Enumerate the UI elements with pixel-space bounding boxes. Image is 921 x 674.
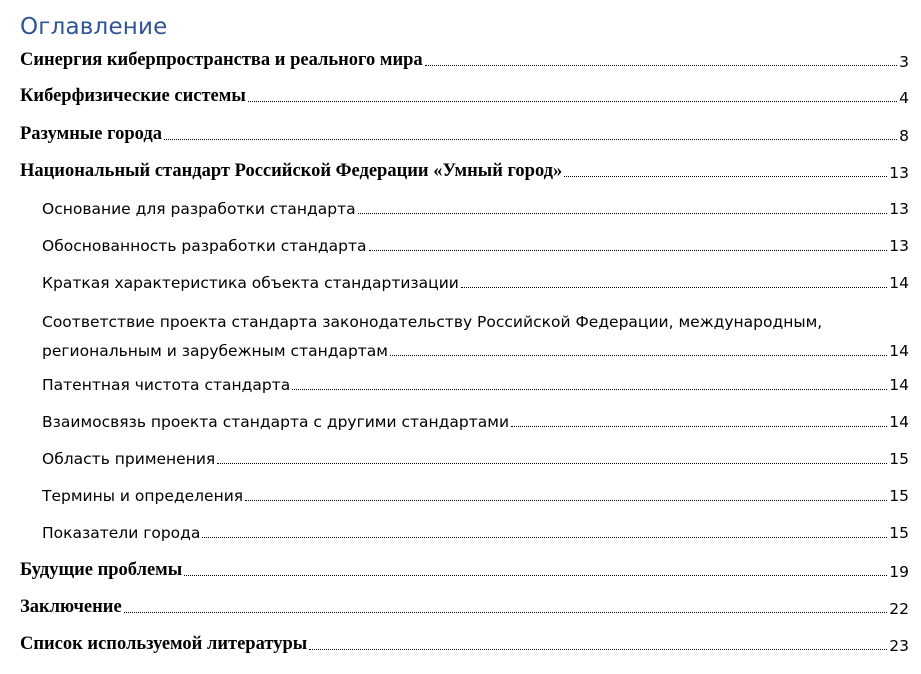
toc-entry-title: Патентная чистота стандарта (42, 376, 291, 394)
toc-entry-title: Основание для разработки стандарта (42, 200, 356, 218)
toc-entry-title: Заключение (20, 597, 122, 617)
toc-entry-title: Национальный стандарт Российской Федерации «Умный город» (20, 161, 563, 181)
dot-leader (202, 537, 887, 538)
toc-entry-page: 14 (889, 413, 909, 431)
toc-entry-smart-cities[interactable] (20, 124, 909, 145)
toc-entry-page: 23 (889, 637, 909, 655)
toc-entry-title-line1: Соответствие проекта стандарта законодательству Российской Федерации, международным, (42, 313, 823, 331)
toc-entry-page: 13 (889, 164, 909, 182)
toc-entry-title: Краткая характеристика объекта стандартизации (42, 274, 459, 292)
toc-entry-title: Термины и определения (42, 487, 244, 505)
dot-leader (390, 355, 887, 356)
toc-entry-page: 14 (889, 376, 909, 394)
toc-entry-title: Взаимосвязь проекта стандарта с другими стандартами (42, 413, 510, 431)
dot-leader (164, 139, 897, 140)
toc-entry-conclusion[interactable] (20, 597, 909, 618)
toc-entry-page: 3 (899, 53, 909, 71)
toc-entry-future-problems[interactable] (20, 560, 909, 581)
toc-entry-title: Будущие проблемы (20, 560, 183, 580)
toc-entry-title: Обоснованность разработки стандарта (42, 237, 367, 255)
toc-entry-justification[interactable] (42, 237, 909, 255)
toc-entry-page: 15 (889, 524, 909, 542)
toc-entry-national-standard[interactable] (20, 161, 909, 182)
dot-leader (461, 287, 887, 288)
toc-entry-title: Синергия киберпространства и реального мира (20, 50, 423, 70)
toc-entry-patent-purity[interactable] (42, 376, 909, 394)
toc-entry-page: 8 (899, 127, 909, 145)
toc-entry-page: 22 (889, 600, 909, 618)
dot-leader (124, 612, 888, 613)
toc-entry-synergy[interactable] (20, 50, 909, 71)
toc-entry-object-description[interactable] (42, 274, 909, 292)
dot-leader (425, 65, 897, 66)
toc-entry-city-indicators[interactable] (42, 524, 909, 542)
toc-entry-title: Область применения (42, 450, 216, 468)
dot-leader (369, 250, 888, 251)
toc-entry-title: Киберфизические системы (20, 86, 246, 106)
toc-heading: Оглавление (20, 14, 168, 40)
dot-leader (245, 500, 887, 501)
dot-leader (217, 463, 887, 464)
toc-entry-terms[interactable] (42, 487, 909, 505)
toc-entry-scope[interactable] (42, 450, 909, 468)
dot-leader (309, 649, 887, 650)
toc-entry-references[interactable] (20, 634, 909, 655)
dot-leader (358, 213, 888, 214)
toc-entry-line2 (42, 335, 909, 360)
toc-entry-title: Список используемой литературы (20, 634, 308, 654)
toc-entry-page: 14 (889, 342, 909, 360)
dot-leader (564, 176, 887, 177)
toc-entry-page: 15 (889, 487, 909, 505)
toc-entry-compliance[interactable] (42, 310, 909, 360)
toc-entry-page: 19 (889, 563, 909, 581)
toc-entry-page: 14 (889, 274, 909, 292)
toc-entry-relationship[interactable] (42, 413, 909, 431)
toc-entry-cyberphysical[interactable] (20, 86, 909, 107)
toc-entry-page: 13 (889, 237, 909, 255)
toc-entry-page: 4 (899, 89, 909, 107)
toc-entry-title: Показатели города (42, 524, 201, 542)
toc-entry-title: Разумные города (20, 124, 162, 144)
toc-entry-basis[interactable] (42, 200, 909, 218)
toc-entry-title-line2: региональным и зарубежным стандартам (42, 342, 389, 360)
dot-leader (184, 575, 887, 576)
dot-leader (292, 389, 887, 390)
toc-entry-page: 15 (889, 450, 909, 468)
toc-entry-page: 13 (889, 200, 909, 218)
dot-leader (511, 426, 887, 427)
dot-leader (248, 101, 897, 102)
